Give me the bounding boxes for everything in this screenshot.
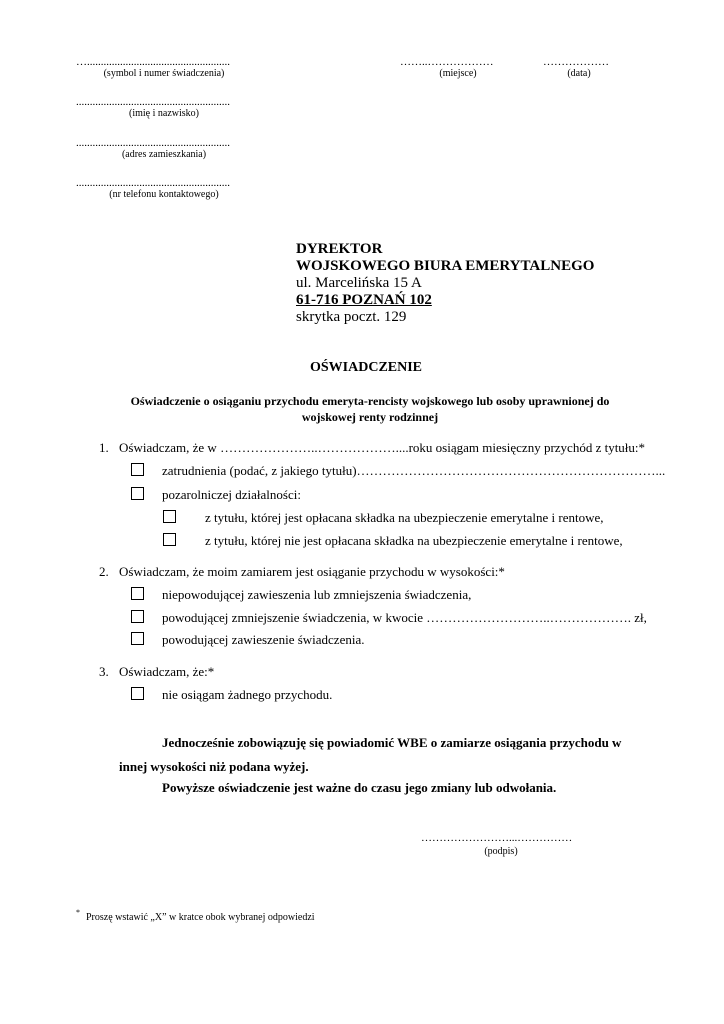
address-dots: ........................................................ — [76, 137, 230, 149]
section3-text: Oświadczam, że:* — [119, 664, 215, 679]
symbol-label: (symbol i numer świadczenia) — [103, 68, 225, 79]
option-no-income-label: nie osiągam żadnego przychodu. — [162, 687, 333, 702]
checkbox-no-income[interactable] — [131, 687, 144, 700]
section1-text: Oświadczam, że w …………………..………………....roku osiągam miesięczny przychód z tytułu:* — [119, 440, 646, 455]
option-business-paid-label: z tytułu, której jest opłacana składka na ubezpieczenie emerytalne i rentowe, — [205, 510, 604, 525]
place-label: (miejsce) — [439, 68, 477, 79]
recipient-pobox: skrytka poczt. 129 — [296, 309, 407, 325]
option-employment-label: zatrudnienia (podać, z jakiego tytułu)……………………………………………………………... — [162, 463, 666, 478]
recipient-street: ul. Marcelińska 15 A — [296, 275, 422, 291]
date-dots: ……………… — [543, 56, 609, 68]
option-suspension-label: powodującej zawieszenie świadczenia. — [162, 632, 365, 647]
signature-dots: ……………………...…………… — [421, 832, 573, 844]
signature-label: (podpis) — [484, 846, 518, 857]
phone-label: (nr telefonu kontaktowego) — [109, 189, 219, 200]
footnote-mark: * — [76, 908, 80, 917]
footnote-text: Proszę wstawić „X” w kratce obok wybranej odpowiedzi — [86, 912, 315, 923]
notice-line1: Jednocześnie zobowiązuję się powiadomić WBE o zamiarze osiągania przychodu w — [162, 735, 622, 750]
section3-number: 3. — [99, 664, 109, 679]
option-business-unpaid-label: z tytułu, której nie jest opłacana składka na ubezpieczenie emerytalne i rentowe, — [205, 533, 623, 548]
checkbox-reduction[interactable] — [131, 610, 144, 623]
notice-line3: Powyższe oświadczenie jest ważne do czasu jego zmiany lub odwołania. — [162, 780, 557, 795]
checkbox-suspension[interactable] — [131, 632, 144, 645]
checkbox-no-reduction[interactable] — [131, 587, 144, 600]
subtitle-line1: Oświadczenie o osiąganiu przychodu emeryta-rencisty wojskowego lub osoby uprawnionej do — [130, 394, 610, 408]
name-dots: ........................................................ — [76, 96, 230, 108]
recipient-line1: DYREKTOR — [296, 241, 383, 257]
checkbox-employment[interactable] — [131, 463, 144, 476]
symbol-dots: ….................................................... — [76, 56, 230, 68]
option-reduction-label: powodującej zmniejszenie świadczenia, w kwocie ………………………..………………. zł, — [162, 610, 647, 625]
date-label: (data) — [567, 68, 591, 79]
recipient-line2: WOJSKOWEGO BIURA EMERYTALNEGO — [296, 258, 595, 274]
section2-number: 2. — [99, 564, 109, 579]
checkbox-business[interactable] — [131, 487, 144, 500]
name-label: (imię i nazwisko) — [129, 108, 199, 119]
page-title: OŚWIADCZENIE — [309, 360, 423, 375]
option-no-reduction-label: niepowodującej zawieszenia lub zmniejszenia świadczenia, — [162, 587, 472, 602]
section2-text: Oświadczam, że moim zamiarem jest osiąganie przychodu w wysokości:* — [119, 564, 505, 579]
checkbox-business-unpaid[interactable] — [163, 533, 176, 546]
phone-dots: ........................................................ — [76, 177, 230, 189]
notice-line2: innej wysokości niż podana wyżej. — [119, 759, 309, 774]
subtitle-line2: wojskowej renty rodzinnej — [301, 410, 439, 424]
address-label: (adres zamieszkania) — [121, 149, 207, 160]
checkbox-business-paid[interactable] — [163, 510, 176, 523]
option-business-label: pozarolniczej działalności: — [162, 487, 301, 502]
recipient-postcode: 61-716 POZNAŃ 102 — [296, 292, 432, 308]
place-dots: ……..……………… — [400, 56, 494, 68]
section1-number: 1. — [99, 440, 109, 455]
